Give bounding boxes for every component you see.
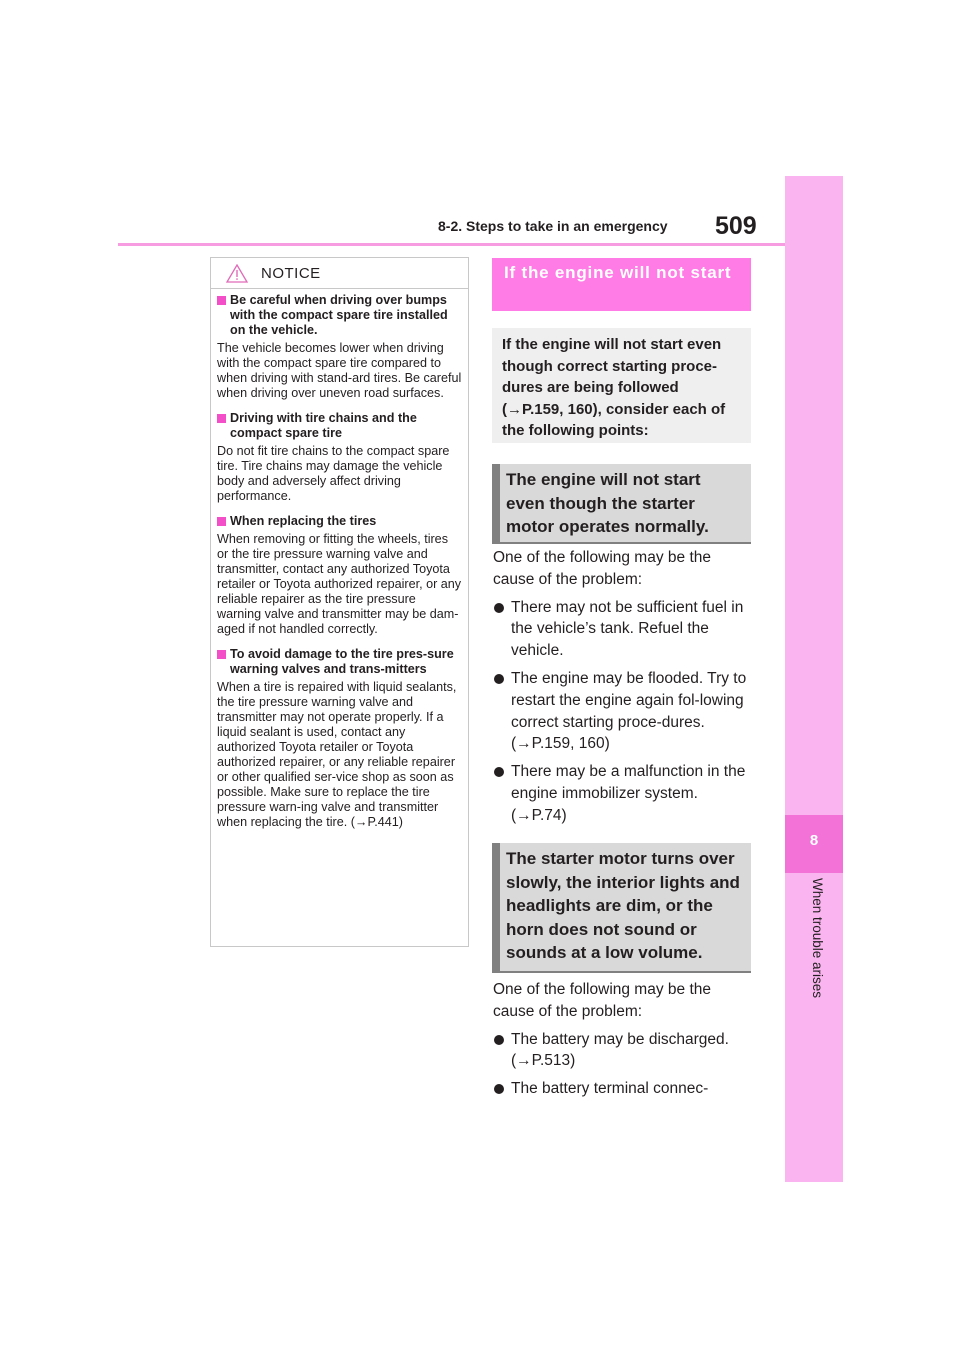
bullet-item: There may not be sufficient fuel in the vehicle’s tank. Refuel the vehicle. <box>493 597 751 662</box>
subheading-starter-slow: The starter motor turns over slowly, the interior lights and headlights are dim, or the horn does not sound or sounds at a low volume. <box>492 843 751 973</box>
topic-title-banner: If the engine will not start <box>492 258 751 311</box>
section-starter-normal-body <box>493 547 751 827</box>
notice-item-title: Driving with tire chains and the compact spare tire <box>230 411 417 440</box>
notice-box <box>210 257 469 947</box>
square-bullet-icon <box>217 414 226 423</box>
notice-item <box>217 514 462 637</box>
notice-label: NOTICE <box>261 265 321 282</box>
chapter-side-tab <box>785 176 843 1182</box>
notice-item-title: When replacing the tires <box>230 514 377 528</box>
intro-box: If the engine will not start even though correct starting proce-dures are being followed (→P.159, 160), consider each of the following points: <box>492 328 751 443</box>
notice-item-text: When removing or fitting the wheels, tires or the tire pressure warning valve and transmitter, contact any authorized Toyota retailer or Toyota authorized repairer, or any reliable repairer as the tire pressure warning valve and transmitter may be dam-aged if not handled correctly. <box>217 532 462 636</box>
section-title: 8-2. Steps to take in an emergency <box>438 218 668 234</box>
square-bullet-icon <box>217 296 226 305</box>
header-divider <box>118 243 785 246</box>
notice-item <box>217 293 462 401</box>
bullet-item: The battery may be discharged. (→P.513) <box>493 1029 751 1073</box>
bullet-item: The battery terminal connec- <box>493 1078 751 1100</box>
chapter-label: When trouble arises <box>810 878 825 999</box>
section-lead: One of the following may be the cause of the problem: <box>493 549 711 588</box>
section-starter-slow-body <box>493 979 751 1100</box>
notice-item-text: The vehicle becomes lower when driving with the compact spare tire compared to when driving with stand-ard tires. Be careful when driving over uneven road surfaces. <box>217 341 462 400</box>
notice-item <box>217 411 462 504</box>
warning-triangle-icon <box>226 264 248 283</box>
chapter-number: 8 <box>809 832 819 849</box>
bullet-item: There may be a malfunction in the engine immobilizer system. (→P.74) <box>493 761 751 826</box>
notice-item <box>217 647 462 830</box>
notice-item-title: Be careful when driving over bumps with the compact spare tire installed on the vehicle. <box>230 293 448 337</box>
notice-item-text: When a tire is repaired with liquid sealants, the tire pressure warning valve and transmitter may not operate properly. If a liquid sealant is used, contact any authorized Toyota retailer or Toyota authorized repairer, or any reliable repairer or other qualified ser-vice shop as soon as possible. Make sure to replace the tire pressure warn-ing valve and transmitter when replacing the tire. (→P.441) <box>217 680 457 829</box>
page-number: 509 <box>715 212 757 240</box>
section-lead: One of the following may be the cause of the problem: <box>493 981 711 1020</box>
notice-header <box>211 258 468 289</box>
bullet-item: The engine may be flooded. Try to restart the engine again fol-lowing correct starting proce-dures. (→P.159, 160) <box>493 668 751 755</box>
subheading-starter-normal: The engine will not start even though the starter motor operates normally. <box>492 464 751 544</box>
notice-item-title: To avoid damage to the tire pres-sure warning valves and trans-mitters <box>230 647 454 676</box>
square-bullet-icon <box>217 650 226 659</box>
notice-item-text: Do not fit tire chains to the compact spare tire. Tire chains may damage the vehicle body and adversely affect driving performance. <box>217 444 450 503</box>
square-bullet-icon <box>217 517 226 526</box>
